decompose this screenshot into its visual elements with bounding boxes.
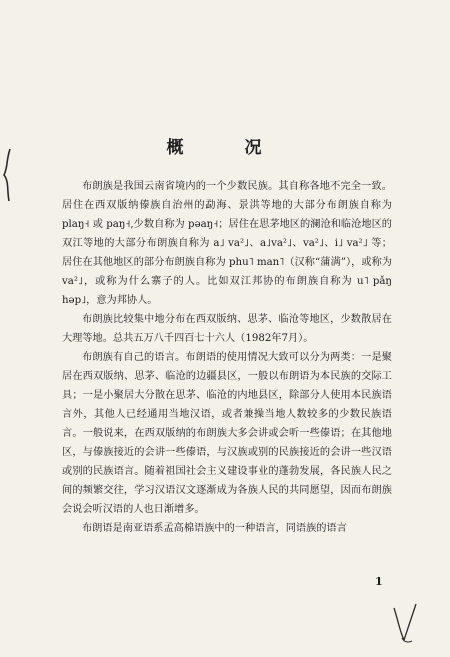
left-margin-ink-mark — [0, 145, 20, 205]
paragraph-2: 布朗族比较集中地分布在西双版纳、思茅、临沧等地区，少数散居在大理等地。总共五万八千四百七十六人（1982年7月）。 — [62, 314, 392, 344]
page-number: 1 — [375, 575, 383, 588]
paragraph-1: 布朗族是我国云南省境内的一个少数民族。其自称各地不完全一致。居住在西双版纳傣族自治州的勐海、景洪等地的大部分布朗族自称为 plaŋ˧ 或 paŋ˧,少数自称为 pəaŋ˧；居住在思茅地区的澜沧和临沧地区的双江等地的大部分布朗族自称为 a˩ va²˩、a˩va²˩、va²˩、i˩ va²˩ 等；居住在其他地区的部分布朗族自称为 phu˥ man˥（汉称“蒲满”），或称为 va²˩，或称为什么寨子的人。比如双江邦协的布朗族自称为 u˥ pǎŋ həp˩，意为邦协人。 — [62, 181, 392, 306]
paragraph-4: 布朗语是南亚语系孟高棉语族中的一种语言，同语族的语言 — [82, 523, 347, 534]
body-text — [62, 177, 392, 538]
paragraph-3: 布朗族有自己的语言。布朗语的使用情况大致可以分为两类：一是聚居在西双版纳、思茅、临沧的边疆县区，一般以布朗语为本民族的交际工具；一是小聚居大分散在思茅、临沧的内地县区，除部分人使用本民族语言外，其他人已经通用当地汉语，或者兼操当地人数较多的少数民族语言。一般说来，在西双版纳的布朗族大多会讲或会听一些傣语；在其他地区，与傣族接近的会讲一些傣语，与汉族或别的民族接近的会讲一些汉语或别的民族语言。随着祖国社会主义建设事业的蓬勃发展，各民族人民之间的频繁交往，学习汉语汉文逐渐成为各族人民的共同愿望，因而布朗族会说会听汉语的人也日渐增多。 — [62, 352, 392, 515]
margin-check-mark — [390, 600, 420, 645]
page-title: 概 况 — [166, 138, 284, 158]
